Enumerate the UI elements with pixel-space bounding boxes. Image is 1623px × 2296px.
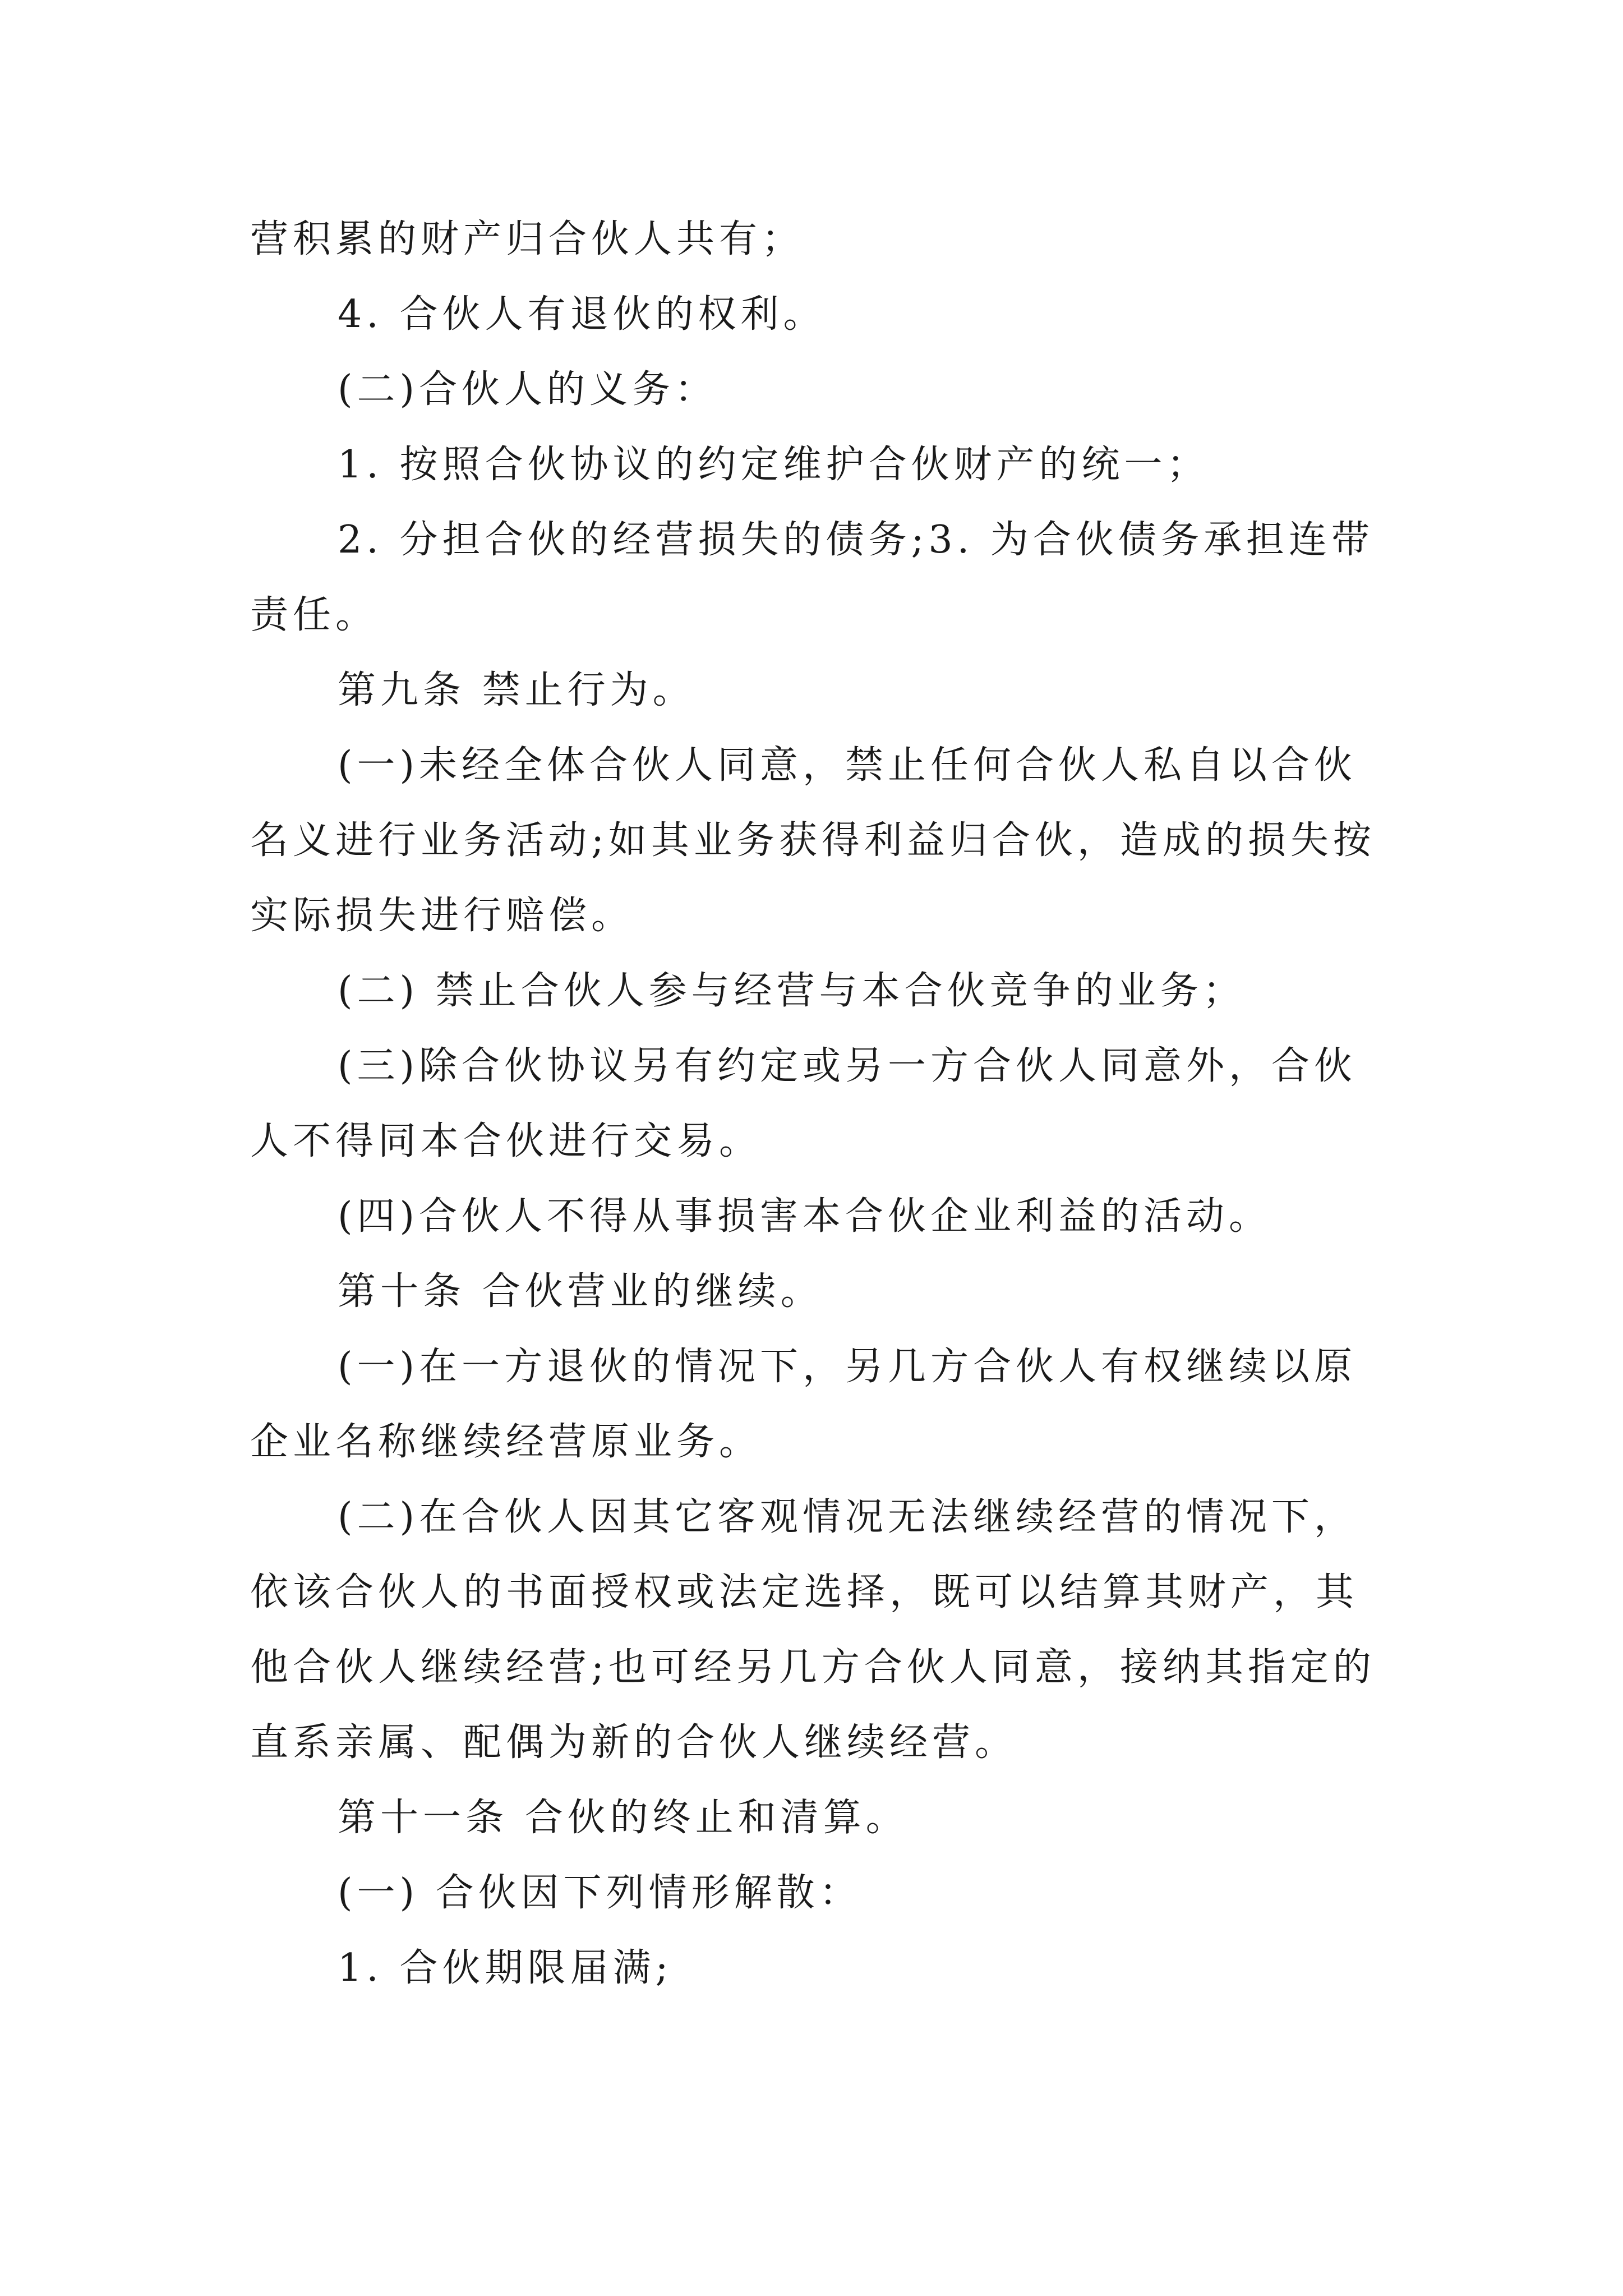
article-heading: 第九条 禁止行为。 [338, 668, 695, 712]
paragraph: (三)除合伙协议另有约定或另一方合伙人同意外，合伙人不得同本合伙进行交易。 [250, 1044, 1357, 1163]
paragraph: 1. 按照合伙协议的约定维护合伙财产的统一； [338, 443, 1210, 487]
paragraph: 4. 合伙人有退伙的权利。 [338, 292, 826, 337]
article-heading: 第十一条 合伙的终止和清算。 [338, 1796, 909, 1840]
paragraph: 1. 合伙期限届满; [338, 1946, 673, 1990]
paragraph: 2. 分担合伙的经营损失的债务;3. 为合伙债务承担连带责任。 [250, 518, 1374, 637]
paragraph: (四)合伙人不得从事损害本合伙企业利益的活动。 [338, 1194, 1272, 1239]
paragraph: (一) 合伙因下列情形解散： [338, 1871, 862, 1915]
paragraph: (二)合伙人的义务： [338, 367, 718, 412]
document-body [250, 202, 1397, 2006]
paragraph: (二)在合伙人因其它客观情况无法继续经营的情况下，依该合伙人的书面授权或法定选择，既可以结算其财产，其他合伙人继续经营;也可经另几方合伙人同意，接纳其指定的直系亲属、配偶为新的合伙人继续经营。 [250, 1495, 1376, 1765]
paragraph: (一)在一方退伙的情况下，另几方合伙人有权继续以原企业名称继续经营原业务。 [250, 1345, 1357, 1464]
paragraph: 营积累的财产归合伙人共有； [250, 217, 805, 261]
article-heading: 第十条 合伙营业的继续。 [338, 1269, 823, 1314]
paragraph: (二) 禁止合伙人参与经营与本合伙竞争的业务； [338, 969, 1246, 1013]
paragraph: (一)未经全体合伙人同意，禁止任何合伙人私自以合伙名义进行业务活动;如其业务获得利益归合伙，造成的损失按实际损失进行赔偿。 [250, 743, 1376, 938]
